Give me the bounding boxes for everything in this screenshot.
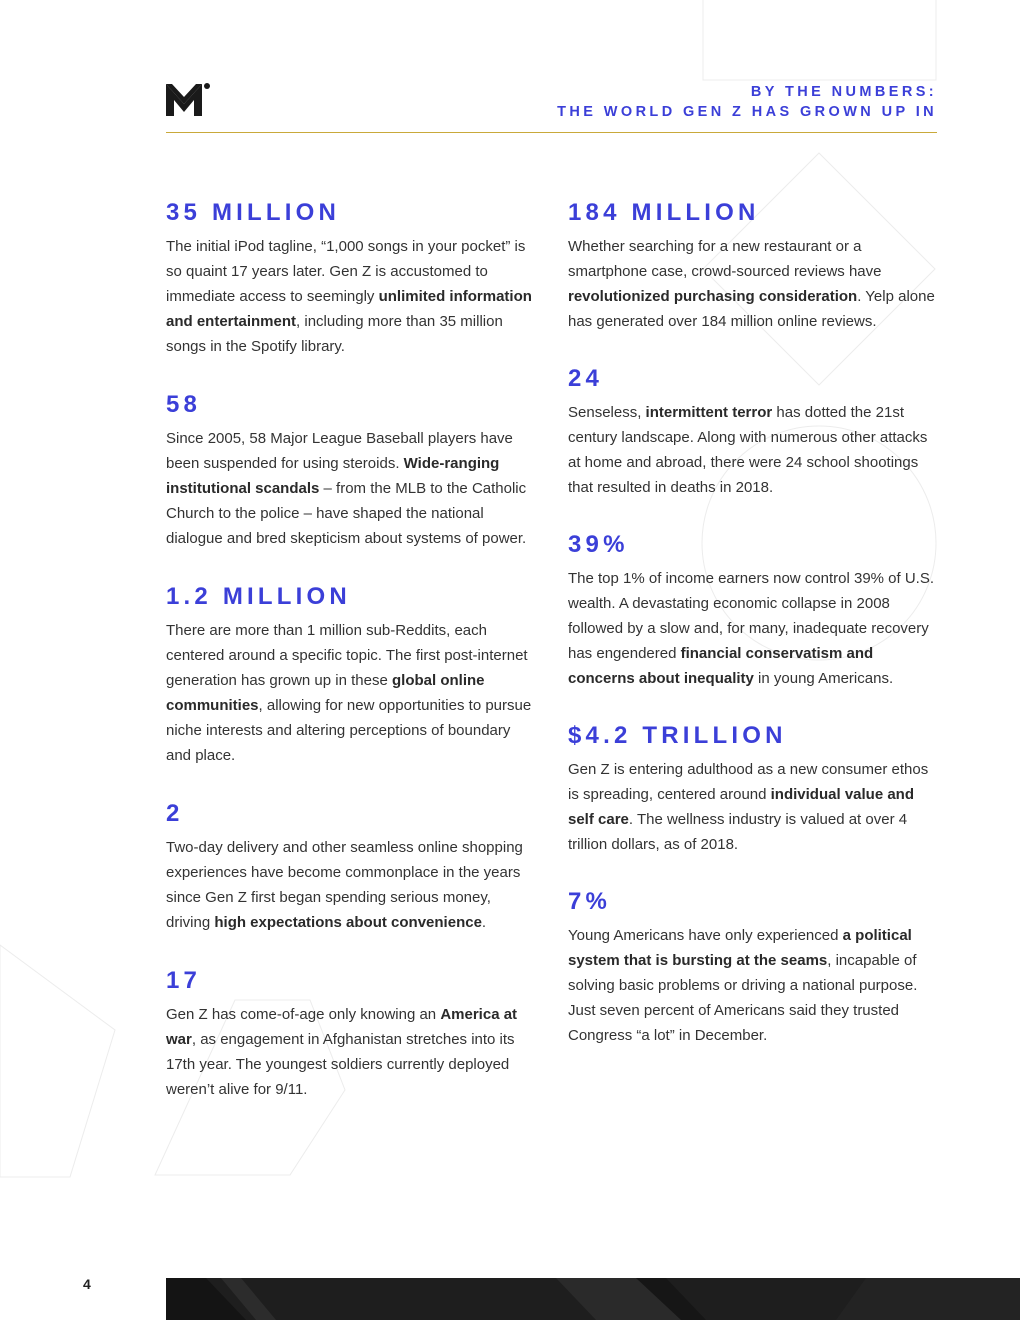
stat-text: Senseless,	[568, 404, 646, 421]
header-title-line-1: BY THE NUMBERS:	[750, 84, 937, 100]
stat-highlight: America at war	[166, 1006, 518, 1048]
header-title-line-2: THE WORLD GEN Z HAS GROWN UP IN	[557, 104, 937, 120]
stat-highlight: high expectations about convenience	[214, 914, 482, 931]
stat-text: . The wellness industry is valued at over 4 trillion dollars, as of 2018.	[568, 811, 908, 853]
stat-text: , allowing for new opportunities to pursue niche interests and altering perceptions of boundary and place.	[166, 697, 532, 764]
stat-highlight: a political system that is bursting at the seams	[568, 927, 912, 969]
page-number: 4	[83, 1276, 91, 1292]
stat-block	[166, 799, 538, 935]
stat-text: Two-day delivery and other seamless online shopping experiences have become commonplace in the years since Gen Z first began spending serious money, driving	[166, 839, 523, 931]
footer-image-band	[166, 1278, 1020, 1320]
stat-block	[568, 364, 940, 500]
stat-value: $4.2 TRILLION	[568, 722, 787, 749]
stat-description	[568, 234, 940, 334]
stat-text: – from the MLB to the Catholic Church to the police – have shaped the national dialogue and bred skepticism about systems of power.	[166, 480, 527, 547]
header-title	[557, 82, 937, 122]
stat-value: 24	[568, 365, 604, 392]
stat-text: Since 2005, 58 Major League Baseball players have been suspended for using steroids.	[166, 430, 513, 472]
stat-description	[568, 757, 940, 857]
stat-text: Whether searching for a new restaurant or a smartphone case, crowd-sourced reviews have	[568, 238, 882, 280]
stat-text: , incapable of solving basic problems or driving a national purpose. Just seven percent of Americans said they trusted Congress “a lot” in December.	[568, 952, 918, 1044]
stat-block	[568, 721, 940, 857]
stat-block	[568, 530, 940, 691]
right-column	[568, 198, 940, 1078]
stat-value: 184 MILLION	[568, 199, 760, 226]
stat-block	[568, 198, 940, 334]
stat-highlight: revolutionized purchasing consideration	[568, 288, 858, 305]
stat-description	[568, 923, 940, 1048]
stat-text: Gen Z has come-of-age only knowing an	[166, 1006, 441, 1023]
brand-logo-icon	[166, 82, 212, 118]
stat-text: Young Americans have only experienced	[568, 927, 843, 944]
stat-highlight: individual value and self care	[568, 786, 915, 828]
stat-highlight: financial conservatism and concerns about inequality	[568, 645, 874, 687]
stat-text: There are more than 1 million sub-Reddits, each centered around a specific topic. The first post-internet generation has grown up in these	[166, 622, 528, 689]
stat-text: .	[481, 914, 487, 931]
stat-block	[166, 582, 538, 768]
stat-highlight: intermittent terror	[645, 404, 773, 421]
left-column	[166, 198, 538, 1133]
stat-highlight: unlimited information and entertainment	[166, 288, 532, 330]
stat-text: has dotted the 21st century landscape. Along with numerous other attacks at home and abroad, there were 24 school shootings that resulted in deaths in 2018.	[568, 404, 928, 496]
stat-description	[166, 835, 538, 935]
stat-value: 39%	[568, 531, 629, 558]
stat-value: 58	[166, 391, 202, 418]
stat-text: Gen Z is entering adulthood as a new consumer ethos is spreading, centered around	[568, 761, 929, 803]
stat-description	[166, 618, 538, 768]
stat-value: 17	[166, 967, 202, 994]
stat-value: 35 MILLION	[166, 199, 341, 226]
stat-text: in young Americans.	[753, 670, 894, 687]
stat-description	[166, 234, 538, 359]
stat-value: 1.2 MILLION	[166, 583, 351, 610]
stat-text: The initial iPod tagline, “1,000 songs in your pocket” is so quaint 17 years later. Gen Z is accustomed to immediate access to seemingly	[166, 238, 526, 305]
footer-graphic	[166, 1278, 1020, 1320]
stat-block	[166, 390, 538, 551]
stat-value: 2	[166, 800, 184, 827]
stat-value: 7%	[568, 888, 612, 915]
stat-highlight: global online communities	[166, 672, 485, 714]
stat-description	[166, 426, 538, 551]
stat-text: , including more than 35 million songs in the Spotify library.	[166, 313, 503, 355]
stat-text: . Yelp alone has generated over 184 million online reviews.	[568, 288, 935, 330]
stat-description	[568, 566, 940, 691]
stat-block	[166, 198, 538, 359]
stat-block	[166, 966, 538, 1102]
stat-highlight: Wide-ranging institutional scandals	[166, 455, 500, 497]
stat-description	[166, 1002, 538, 1102]
stat-description	[568, 400, 940, 500]
stat-text: The top 1% of income earners now control 39% of U.S. wealth. A devastating economic collapse in 2008 followed by a slow and, for many, inadequate recovery has engendered	[568, 570, 935, 662]
header-divider	[166, 132, 937, 133]
stat-block	[568, 887, 940, 1048]
stat-text: , as engagement in Afghanistan stretches into its 17th year. The youngest soldiers currently deployed weren’t alive for 9/11.	[166, 1031, 515, 1098]
